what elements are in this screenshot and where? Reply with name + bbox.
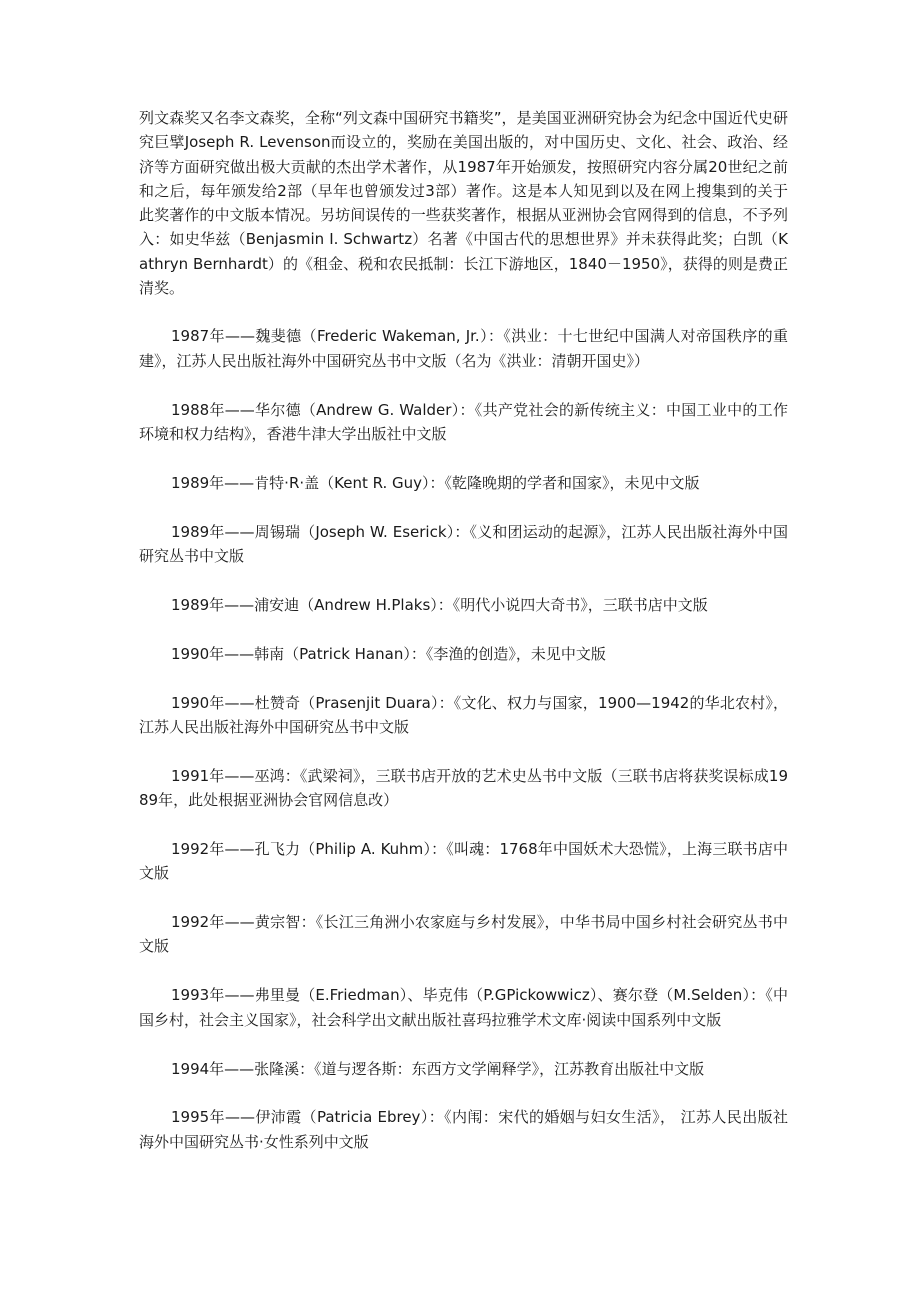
award-entry-1990-hanan: 1990年——韩南（Patrick Hanan）：《李渔的创造》，未见中文版: [171, 644, 606, 663]
award-entry-1989-guy: 1989年——肯特·R·盖（Kent R. Guy）：《乾隆晚期的学者和国家》，未见中文版: [171, 473, 700, 492]
award-entry-1991: 1991年——巫鸿：《武梁祠》，三联书店开放的艺术史丛书中文版（三联书店将获奖误标成1989年，此处根据亚洲协会官网信息改）: [139, 766, 788, 810]
award-entry-1994: 1994年——张隆溪：《道与逻各斯：东西方文学阐释学》，江苏教育出版社中文版: [171, 1059, 705, 1078]
award-entry-1988: 1988年——华尔德（Andrew G. Walder）：《共产党社会的新传统主义：中国工业中的工作环境和权力结构》，香港牛津大学出版社中文版: [139, 400, 788, 443]
intro-paragraph: 列文森奖又名李文森奖，全称“列文森中国研究书籍奖”，是美国亚洲研究协会为纪念中国近代史研究巨擘Joseph R. Levenson而设立的，奖励在美国出版的，对中国历史、文化、社会、政治、经济等方面研究做出极大贡献的杰出学术著作，从1987年开始颁发，按照研究内容分属20世纪之前和之后，每年颁发给2部（早年也曾颁发过3部）著作。这是本人知见到以及在网上搜集到的关于此奖著作的中文版本情况。另坊间误传的一些获奖著作，根据从亚洲协会官网得到的信息，不予列入：如史华兹（Benjasmin I. Schwartz）名著《中国古代的思想世界》并未获得此奖；白凯（Kathryn Bernhardt）的《租金、税和农民抵制：长江下游地区，1840－1950》，获得的则是费正清奖。: [139, 109, 788, 298]
award-entry-1989-plaks: 1989年——浦安迪（Andrew H.Plaks）：《明代小说四大奇书》，三联书店中文版: [171, 595, 708, 614]
award-entry-1990-duara: 1990年——杜赞奇（Prasenjit Duara）：《文化、权力与国家，1900—1942的华北农村》，江苏人民出版社海外中国研究丛书中文版: [139, 693, 788, 736]
award-entry-1992-huang: 1992年——黄宗智：《长江三角洲小农家庭与乡村发展》，中华书局中国乡村社会研究丛书中文版: [139, 913, 788, 956]
award-entry-1993: 1993年——弗里曼（E.Friedman）、毕克伟（P.GPickowwicz）、赛尔登（M.Selden）：《中国乡村，社会主义国家》，社会科学出文献出版社喜玛拉雅学术文库·阅读中国系列中文版: [139, 986, 788, 1029]
award-entry-1995: 1995年——伊沛霞（Patricia Ebrey）：《内闱：宋代的婚姻与妇女生活》， 江苏人民出版社海外中国研究丛书·女性系列中文版: [139, 1108, 788, 1151]
award-entry-1992-kuhn: 1992年——孔飞力（Philip A. Kuhm）：《叫魂：1768年中国妖术大恐慌》，上海三联书店中文版: [139, 839, 788, 883]
award-entry-1989-eserick: 1989年——周锡瑞（Joseph W. Eserick）：《义和团运动的起源》，江苏人民出版社海外中国研究丛书中文版: [139, 522, 788, 565]
award-entry-1987: 1987年——魏斐德（Frederic Wakeman, Jr.）：《洪业：十七世纪中国满人对帝国秩序的重建》，江苏人民出版社海外中国研究丛书中文版（名为《洪业：清朝开国史》）: [139, 327, 788, 370]
